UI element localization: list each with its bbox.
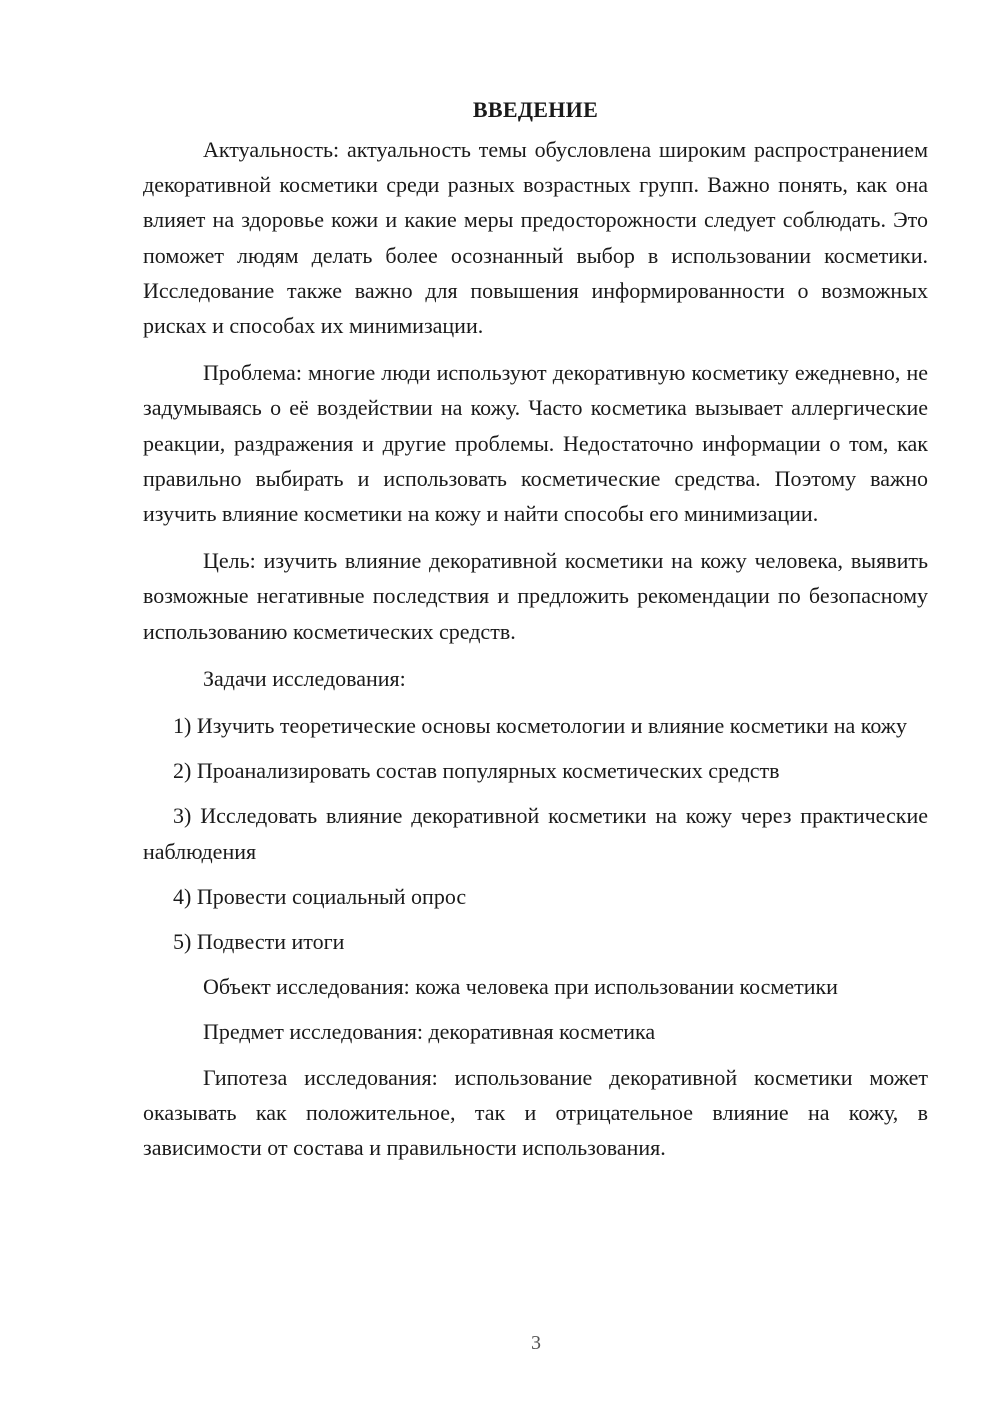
task-item: 4) Провести социальный опрос (173, 883, 467, 909)
goal-paragraph: Цель: изучить влияние декоративной косметики на кожу человека, выявить возможные негативные последствия и предложить рекомендации по безопасному использованию косметических средств. (143, 548, 928, 644)
task-item: 1) Изучить теоретические основы косметологии и влияние косметики на кожу (173, 713, 907, 739)
tasks-heading: Задачи исследования: (203, 665, 406, 691)
page-number: 3 (531, 1332, 541, 1354)
task-item: 2) Проанализировать состав популярных косметических средств (173, 758, 780, 784)
subject-paragraph: Предмет исследования: декоративная косметика (203, 1019, 656, 1045)
document-page (143, 92, 928, 1177)
tasks-list (143, 708, 928, 959)
task-item: 5) Подвести итоги (173, 929, 345, 955)
task-item: 3) Исследовать влияние декоративной косметики на кожу через практические наблюдения (143, 803, 928, 864)
object-paragraph: Объект исследования: кожа человека при использовании косметики (203, 974, 838, 1000)
problem-paragraph: Проблема: многие люди используют декоративную косметику ежедневно, не задумываясь о её воздействии на кожу. Часто косметика вызывает аллергические реакции, раздражения и другие проблемы. Недостаточно информации о том, как правильно выбирать и использовать косметические средства. Поэтому важно изучить влияние косметики на кожу и найти способы его минимизации. (143, 360, 928, 527)
hypothesis-paragraph: Гипотеза исследования: использование декоративной косметики может оказывать как положительное, так и отрицательное влияние на кожу, в зависимости от состава и правильности использования. (143, 1064, 928, 1161)
page-title: ВВЕДЕНИЕ (472, 97, 599, 122)
relevance-paragraph: Актуальность: актуальность темы обусловлена широким распространением декоративной косметики среди разных возрастных групп. Важно понять, как она влияет на здоровье кожи и какие меры предосторожности следует соблюдать. Это поможет людям делать более осознанный выбор в использовании косметики. Исследование также важно для повышения информированности о возможных рисках и способах их минимизации. (143, 137, 928, 339)
